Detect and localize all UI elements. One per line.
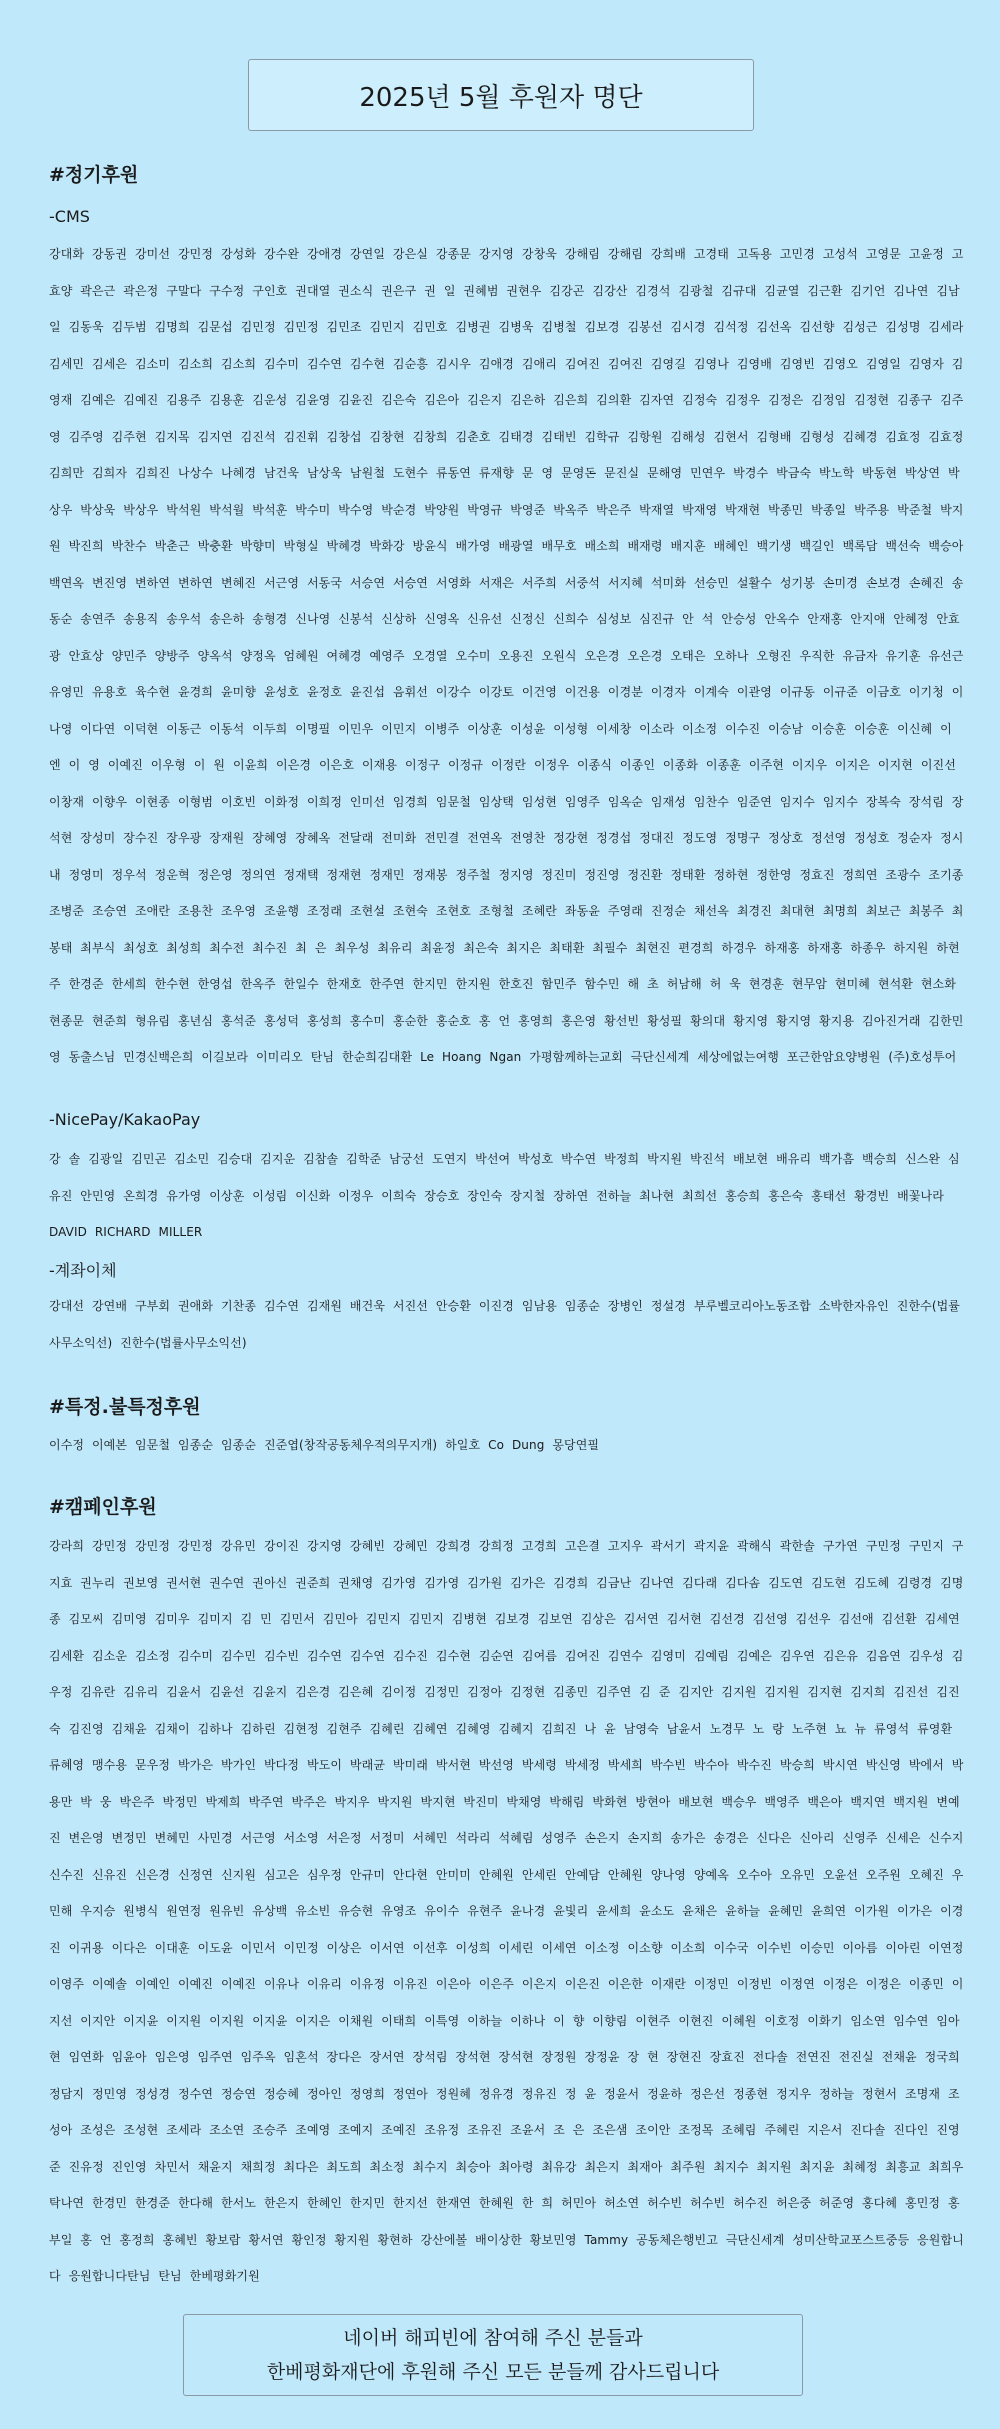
special-donation-heading: #특정.불특정후원	[49, 1396, 201, 1418]
pay-label: -NicePay/KakaoPay	[49, 1110, 201, 1129]
transfer-label: -계좌이체	[49, 1261, 117, 1280]
transfer-donor-list: 강대선 강연배 구부회 권애화 기찬종 김수연 김재원 배건욱 서진선 안승환 이진경 임남용 임종순 장병인 정설경 부루벨코리아노동조합 소박한자유인 진한수(법률사무소익선) 진한수(법률사무소익선)	[49, 1299, 961, 1350]
campaign-donor-list: 강라희 강민정 강민정 강민정 강유민 강이진 강지영 강혜빈 강혜민 강희경 강희정 고경희 고은결 고지우 곽서기 곽지윤 곽해식 곽한솔 구가연 구민정 구민지 구지효 권누리 권보영 권서현 권수연 권아신 권준희 권채영 김가영 김가영 김가원 김가은 김경희 김금난 김나연 김다래 김다솜 김도연 김도현 김도혜 김령경 김명종 김모씨 김미영 김미우 김미지 김 민 김민서 김민아 김민지 김민지 김병현 김보경 김보연 김상은 김서연 김서현 김선경 김선영 김선우 김선애 김선환 김세연 김세환 김소운 김소정 김수미 김수민 김수빈 김수연 김수연 김수진 김수현 김순연 김여름 김여진 김연수 김영미 김예림 김예은 김우연 김은유 김음연 김우성 김우정 김유란 김유리 김윤서 김윤선 김윤지 김은경 김은혜 김이정 김정민 김정아 김정현 김종민 김주연 김 준 김지안 김지원 김지원 김지현 김지희 김진선 김진숙 김진영 김채윤 김채이 김하나 김하린 김현정 김현주 김혜린 김혜연 김혜영 김혜지 김희진 나 윤 남영숙 남윤서 노경무 노 랑 노주현 뇨 뉴 류영석 류영환 류혜영 맹수용 문우정 박가은 박가인 박다정 박도이 박래균 박미래 박서현 박선영 박세령 박세정 박세희 박수빈 박수아 박수진 박승희 박시연 박신영 박에서 박용만 박 웅 박은주 박정민 박제희 박주연 박주은 박지우 박지원 박지현 박진미 박채영 박해림 박화현 방현아 배보현 백승우 백영주 백은아 백지연 백지원 변예진 변은영 변정민 변혜민 사민경 서근영 서소영 서은정 서정미 서혜민 석라리 석혜림 성영주 손은지 손지희 송가은 송경은 신다은 신아리 신영주 신세은 신수지 신수진 신유진 신은경 신정연 신지원 심고은 심우정 안규미 안다현 안미미 안혜원 안세린 안예담 안혜원 양나영 양예옥 오수아 오유민 오윤선 오주원 오혜진 우민해 우지승 원병식 원연정 원유빈 유상백 유소빈 유승현 유영조 유이수 유현주 윤나경 윤빛리 윤세희 윤소도 윤채은 윤하늘 윤혜민 윤희연 이가원 이가은 이경진 이귀용 이다은 이대훈 이도윤 이민서 이민정 이상은 이서연 이선후 이성희 이세린 이세연 이소정 이소향 이소희 이수국 이수빈 이승민 이아름 이아린 이연정 이영주 이예솔 이예인 이예진 이예진 이유나 이유리 이유정 이유진 이은아 이은주 이은지 이은진 이은한 이재란 이정민 이정빈 이정연 이정은 이정은 이종민 이지선 이지안 이지윤 이지원 이지원 이지윤 이지은 이채원 이태희 이특영 이하늘 이하나 이 향 이향림 이현주 이현진 이혜원 이호정 이화기 임소연 임수연 임아현 임연화 임윤아 임은영 임주연 임주옥 임혼석 장다은 장서연 장석림 장석현 장석현 장정원 장정윤 장 현 장현진 장효진 전다솔 전연진 전진실 전채윤 정국희 정담지 정민영 정성경 정수연 정승연 정승혜 정아인 정영희 정연아 정원혜 정유경 정유진 정 윤 정윤서 정윤하 정은선 정종현 정지우 정하늘 정현서 조명재 조성아 조성은 조성현 조세라 조소연 조승주 조예영 조예지 조예진 조유정 조유진 조윤서 조 은 조은샘 조이안 조정목 조혜림 주혜린 지은서 진다솔 진다인 진영준 진유정 진인영 차민서 채윤지 채희정 최다은 최도희 최소정 최수지 최승아 최아령 최유강 최은지 최재아 최주원 최지수 최지원 최지윤 최혜정 최흥교 최희우 탁나연 한경민 한경준 한다해 한서노 한은지 한혜인 한지민 한지선 한재연 한혜원 한 희 허민아 허소연 허수빈 허수빈 허수진 허은중 허준영 홍다혜 홍민정 홍부일 홍 언 홍정희 홍혜빈 황보람 황서연 황인정 황지원 황현하 강산에볼 배이상한 황보민영 Tammy 공동체은행빈고 극단신세계 성미산학교포스트중등 응원합니다 응원합니다탄님 탄님 한베평화기원	[49, 1539, 964, 2283]
campaign-donation-heading: #캠페인후원	[49, 1496, 157, 1518]
cms-donor-list: 강대화 강동권 강미선 강민정 강성화 강수완 강애경 강연일 강은실 강종문 강지영 강창욱 강해림 강해림 강희배 고경태 고독용 고민경 고성석 고영문 고윤정 고효양 곽은근 곽은정 구말다 구수정 구인호 권대열 권소식 권은구 권 일 권혜범 권현우 김강곤 김강산 김경석 김광철 김규대 김균열 김근환 김기언 김나연 김남일 김동욱 김두범 김명희 김문섭 김민정 김민정 김민조 김민지 김민호 김병권 김병욱 김병철 김보경 김봉선 김시경 김석정 김선옥 김선향 김성근 김성명 김세라 김세민 김세은 김소미 김소희 김소희 김수미 김수연 김수현 김순흥 김시우 김애경 김애리 김여진 김여진 김영길 김영나 김영배 김영빈 김영오 김영일 김영자 김영재 김예은 김예진 김용주 김용훈 김운성 김윤영 김윤진 김은숙 김은아 김은지 김은하 김은희 김의환 김자연 김정숙 김정우 김정은 김정임 김정현 김종구 김주영 김주영 김주현 김지목 김지연 김진석 김진휘 김창섭 김창현 김창희 김춘호 김태경 김태빈 김학규 김항원 김해성 김현서 김형배 김형성 김혜경 김효정 김효정 김희만 김희자 김희진 나상수 나혜경 남건욱 남상욱 남원철 도현수 류동연 류재향 문 영 문영돈 문진실 문해영 민연우 박경수 박금숙 박노학 박동현 박상연 박상우 박상욱 박상우 박석원 박석월 박석훈 박수미 박수영 박순경 박양원 박영규 박영준 박옥주 박은주 박재열 박재영 박재현 박종민 박종일 박주용 박준철 박지원 박진희 박찬수 박춘근 박충환 박향미 박형실 박혜경 박화강 방윤식 배가영 배광열 배무호 배소희 배재령 배지훈 배혜인 백기생 백길인 백록담 백선숙 백승아 백연옥 변진영 변하연 변하연 변혜진 서근영 서동국 서승연 서승연 서영화 서재은 서주희 서중석 서지혜 석미화 선승민 설활수 성기봉 손미경 손보경 손혜진 송동순 송연주 송용직 송우석 송은하 송형경 신나영 신봉석 신상하 신영옥 신유선 신정신 신희수 심성보 심진규 안 석 안승성 안옥수 안재홍 안지애 안혜정 안효광 안효상 양민주 양방주 양옥석 양정옥 엄혜원 여혜경 예영주 오경열 오수미 오용진 오원식 오은경 오은경 오태은 오하나 오형진 우직한 유금자 유기훈 유선근 유영민 유용호 육수현 윤경희 윤미향 윤성호 윤정호 윤진섭 음휘선 이강수 이강토 이건영 이건용 이경분 이경자 이계숙 이관영 이규동 이규준 이금호 이기청 이나영 이다연 이덕현 이동근 이동석 이두희 이명필 이민우 이민지 이병주 이상훈 이성윤 이성형 이세창 이소라 이소정 이수진 이승남 이승훈 이승훈 이신혜 이 엔 이 영 이예진 이우형 이 원 이윤희 이은경 이은호 이재용 이정구 이정규 이정란 이정우 이종식 이종인 이종화 이종훈 이주현 이지우 이지은 이지현 이진선 이창재 이향우 이현종 이형범 이호빈 이화정 이희정 인미선 임경희 임문철 임상택 임성현 임영주 임옥순 임재성 임찬수 임준연 임지수 임지수 장복숙 장석림 장석현 장성미 장수진 장우광 장재원 장혜영 장혜옥 전달래 전미화 전민결 전연옥 전영찬 정강현 정경섭 정대진 정도영 정명구 정상호 정선영 정성호 정순자 정시내 정영미 정우석 정운혁 정은영 정의연 정재택 정재현 정재민 정재봉 정주철 정지영 정진미 정진영 정진환 정태환 정하현 정한영 정효진 정희연 조광수 조기종 조병준 조승연 조애란 조용찬 조우영 조윤행 조정래 조현설 조현숙 조현호 조형철 조혜란 좌동윤 주영래 진정순 채선옥 최경진 최대현 최명희 최보근 최봉주 최봉태 최부식 최성호 최성희 최수전 최수진 최 은 최우성 최유리 최윤정 최은숙 최지은 최태환 최필수 최현진 편경희 하경우 하재홍 하재홍 하종우 하지원 하현주 한경준 한세희 한수현 한영섭 한옥주 한일수 한재호 한주연 한지민 한지원 한호진 함민주 함수민 해 초 허남해 허 욱 현경훈 현무암 현미혜 현석환 현소화 현종문 현준희 형유림 홍년심 홍석준 홍성덕 홍성희 홍수미 홍순한 홍순호 홍 언 홍영희 홍은영 황선빈 황성필 황의대 황지영 황지영 황지용 김아진거래 김한민영 동출스님 민경신백은희 이길보라 이미리오 탄님 한순희김대환 Le Hoang Ngan 가평함께하는교회 극단신세계 세상에없는여행 포근한암요양병원 (주)호성투어	[49, 247, 964, 1064]
page-title: 2025년 5월 후원자 명단	[248, 59, 754, 131]
thanks-message-box	[183, 2314, 803, 2396]
thanks-line-1: 네이버 해피빈에 참여해 주신 분들과	[343, 2327, 643, 2349]
regular-donation-heading: #정기후원	[49, 164, 139, 186]
pay-donor-list: 강 솔 김광일 김민곤 김소민 김승대 김지운 김참솔 김학준 남궁선 도연지 박선여 박성호 박수연 박정희 박지원 박진석 배보현 배유리 백가흠 백승희 신스완 심유진 안민영 온희경 유가영 이상훈 이성림 이신화 이정우 이희숙 장승호 장인숙 장지철 장하연 전하늘 최나현 최희선 홍승희 홍은숙 홍태선 황경빈 배꽃나라 DAVID RICHARD MILLER	[49, 1152, 960, 1239]
thanks-line-2: 한베평화재단에 후원해 주신 모든 분들께 감사드립니다	[266, 2361, 720, 2383]
cms-label: -CMS	[49, 207, 90, 226]
special-donor-list: 이수정 이예본 임문철 임종순 임종순 진준엽(창작공동체우적의무지개) 하일호 Co Dung 몽당연필	[49, 1438, 600, 1452]
